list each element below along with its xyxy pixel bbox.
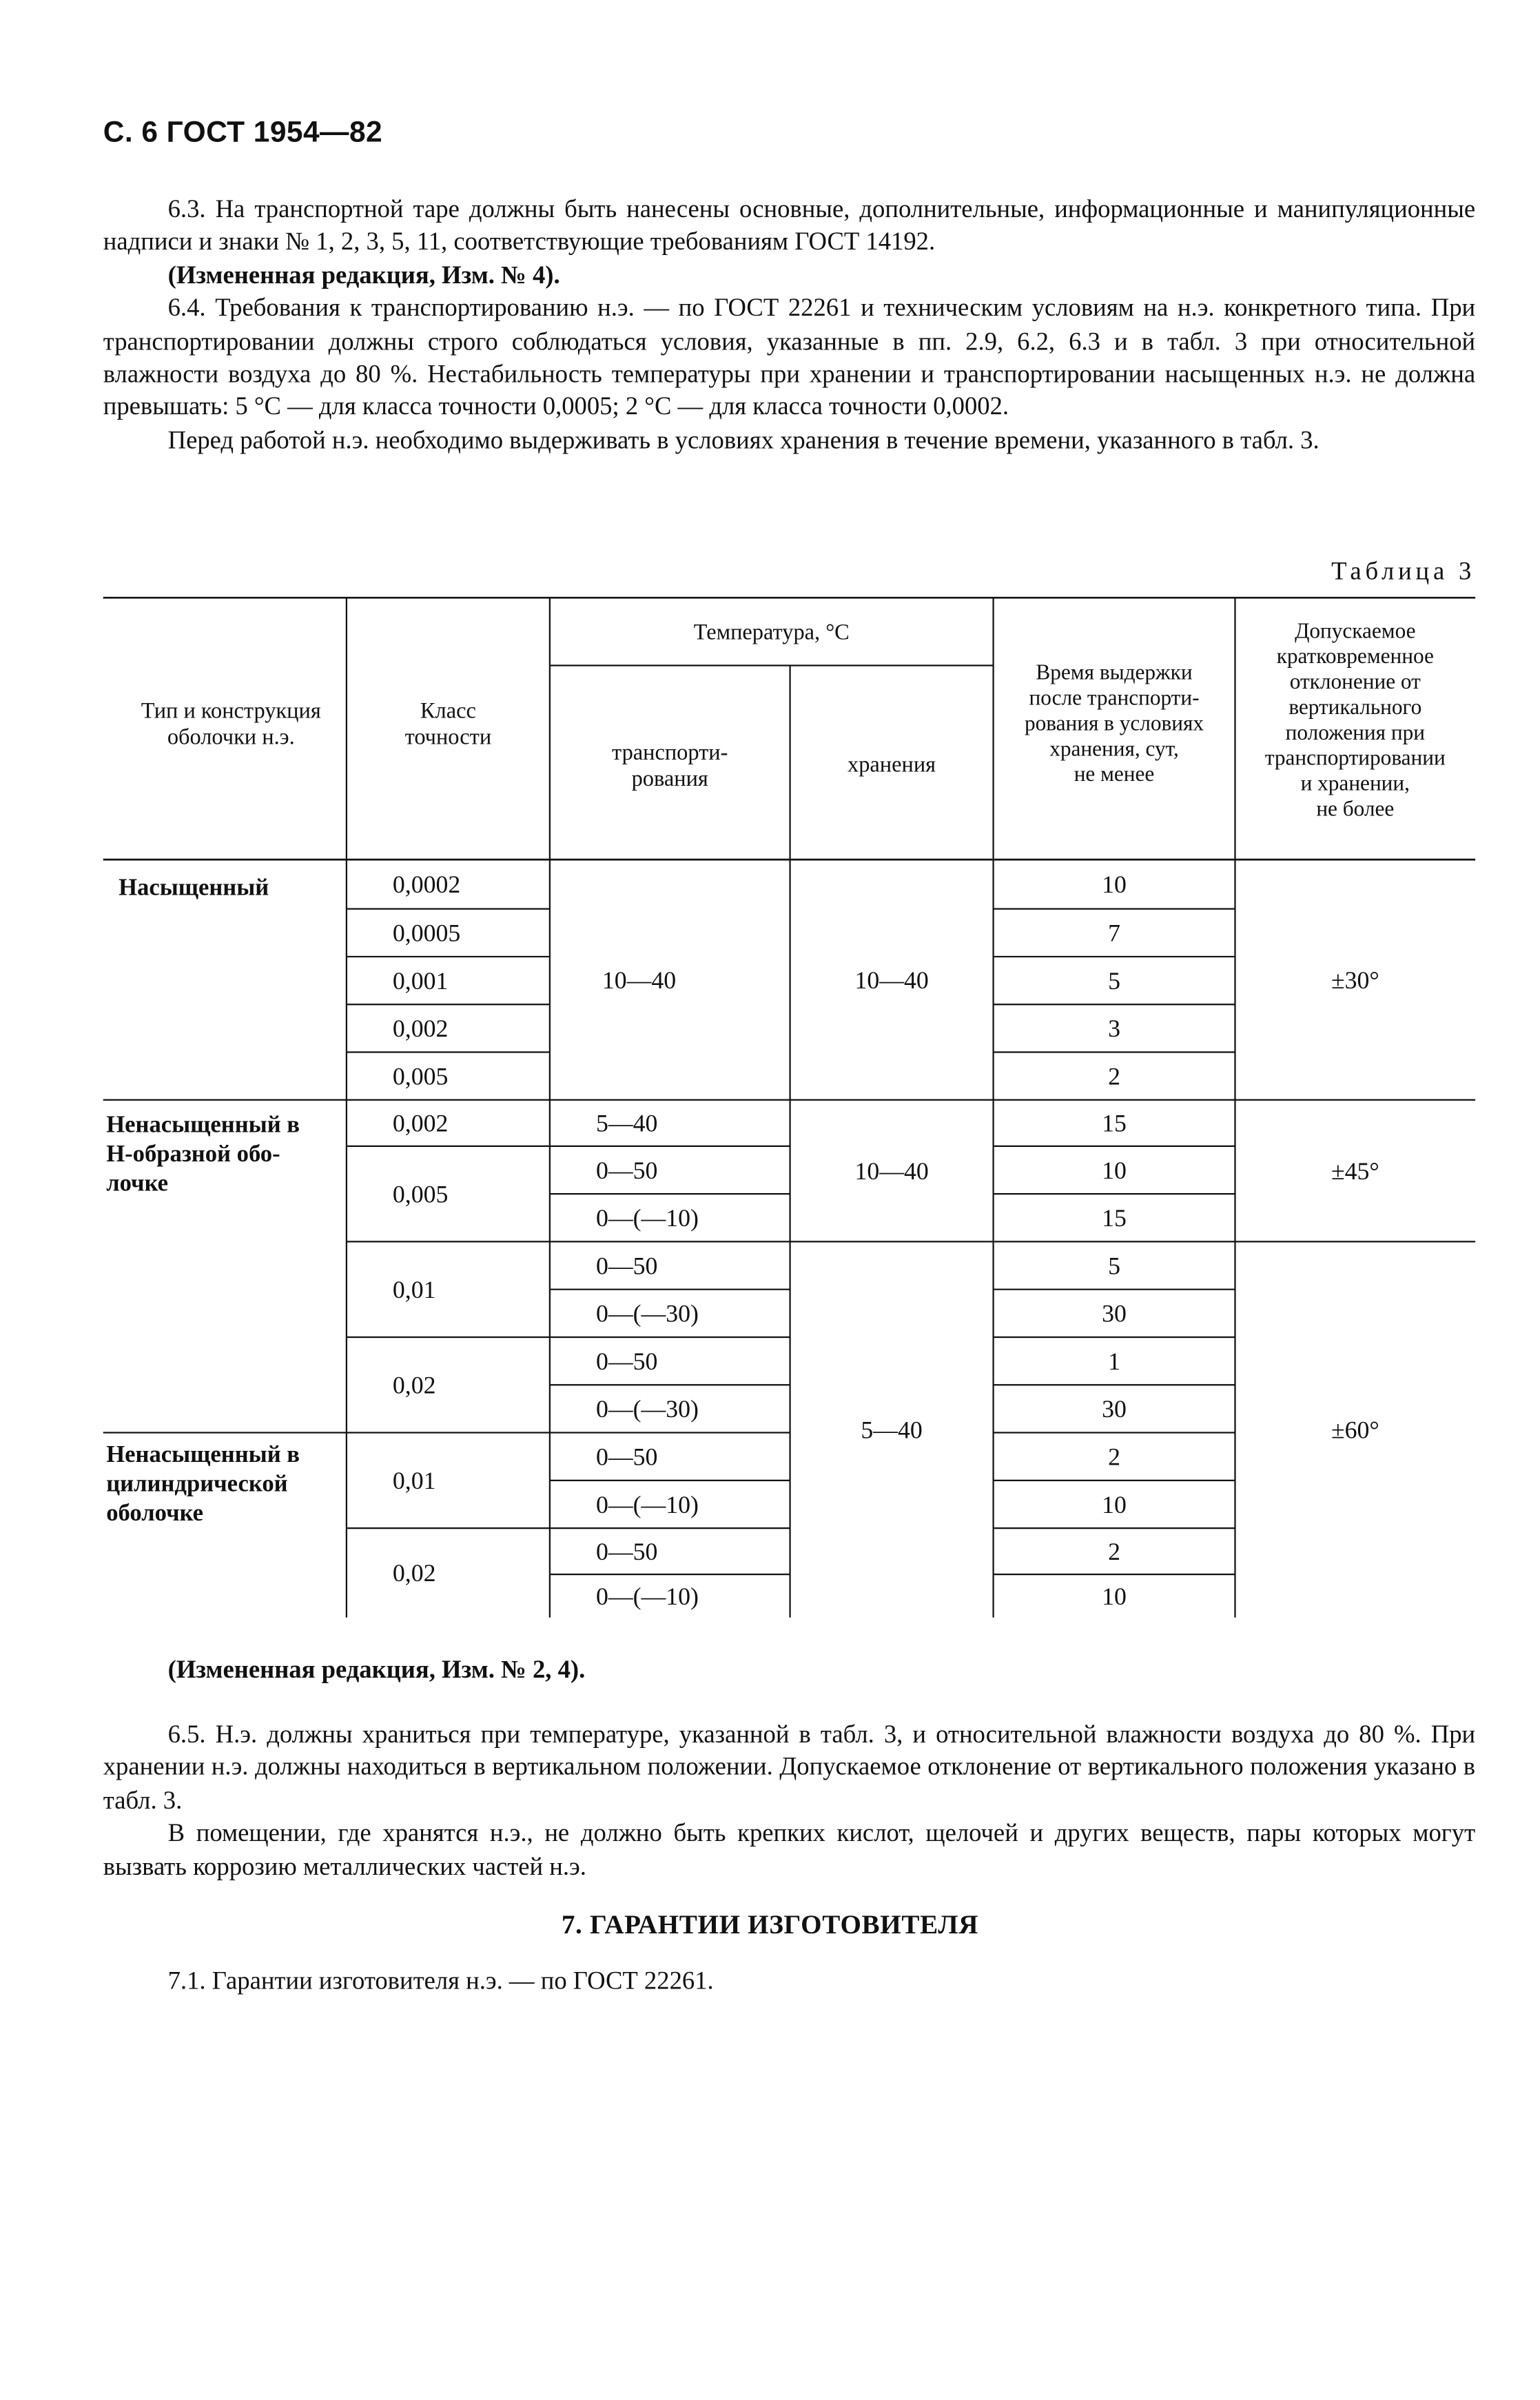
header-type: Тип и конструкция <box>141 698 321 724</box>
time-value: 1 <box>1108 1347 1120 1375</box>
paragraph-7-1: 7.1. Гарантии изготовителя н.э. — по ГОСТ 22261. <box>167 1965 714 1995</box>
section-6-5-text <box>103 1718 1475 1882</box>
paragraph-6-4: 6.4. Требования к транспортированию н.э. — по ГОСТ 22261 и техническим условиям на н.э. конкретного типа. При транспортировании должны строго соблюдаться условия, указанные в пп. 2.9, 6.2, 6.3 и в табл. 3 при относительной влажности воздуха до 80 %. Нестабильность температуры при хранении и транспортировании насыщенных н.э. не должна превышать: 5 °С — для класса точности 0,0005; 2 °С — для класса точности 0,0002. <box>103 293 1476 422</box>
header-temperature: Температура, °С <box>693 620 850 645</box>
transport-value: 0—50 <box>595 1156 658 1184</box>
class-value: 0,005 <box>392 1062 449 1090</box>
type-unsaturated-h: Н-образной обо- <box>106 1141 280 1168</box>
amendment-note-6-3: (Измененная редакция, Изм. № 4). <box>167 260 560 289</box>
time-value: 3 <box>1108 1015 1120 1043</box>
deviation-value: ±45° <box>1331 1157 1379 1185</box>
time-value: 10 <box>1102 1582 1127 1610</box>
class-value: 0,0002 <box>392 871 461 899</box>
header-class: точности <box>404 724 492 750</box>
transport-value: 0—(—10) <box>595 1204 699 1232</box>
header-transport: транспорти- <box>612 740 728 765</box>
transport-value: 0—(—30) <box>595 1299 699 1328</box>
header-time: Время выдержки <box>1036 660 1193 684</box>
header-class: Класс <box>420 698 476 724</box>
time-value: 5 <box>1108 966 1120 995</box>
paragraph-6-5-continued: В помещении, где хранятся н.э., не должно быть крепких кислот, щелочей и других веществ, пары которых могут вызвать коррозию металлических частей н.э. <box>103 1818 1476 1881</box>
transport-value: 0—(—10) <box>595 1582 699 1610</box>
type-unsaturated-cylindrical: Ненасыщенный в <box>106 1441 300 1468</box>
class-value: 0,02 <box>392 1371 436 1399</box>
time-value: 10 <box>1102 1490 1127 1518</box>
header-deviation: вертикального <box>1289 694 1422 719</box>
header-transport: рования <box>631 766 708 791</box>
type-saturated: Насыщенный <box>119 874 269 901</box>
time-value: 30 <box>1102 1395 1127 1423</box>
transport-value: 10—40 <box>602 966 677 994</box>
section-7-title: 7. ГАРАНТИИ ИЗГОТОВИТЕЛЯ <box>561 1909 979 1940</box>
header-deviation: и хранении, <box>1300 771 1410 795</box>
amendment-note-table: (Измененная редакция, Изм. № 2, 4). <box>167 1654 586 1684</box>
table-caption: Таблица 3 <box>1331 556 1476 586</box>
section-7-text <box>103 1964 1475 1997</box>
header-deviation: транспортировании <box>1264 745 1446 770</box>
type-unsaturated-cylindrical: оболочке <box>106 1499 204 1526</box>
time-value: 7 <box>1108 919 1120 947</box>
header-deviation: отклонение от <box>1289 669 1421 694</box>
time-value: 10 <box>1102 1156 1127 1184</box>
header-deviation: Допускаемое <box>1295 618 1416 643</box>
paragraph-6-4-continued: Перед работой н.э. необходимо выдерживать в условиях хранения в течение времени, указанного в табл. 3. <box>167 425 1320 454</box>
header-storage: хранения <box>848 752 936 777</box>
page-header: С. 6 ГОСТ 1954—82 <box>103 116 383 150</box>
transport-value: 0—(—10) <box>595 1490 699 1518</box>
transport-value: 0—50 <box>595 1537 658 1565</box>
class-value: 0,0005 <box>392 919 461 947</box>
header-type: оболочки н.э. <box>167 724 295 750</box>
header-deviation: не более <box>1316 796 1395 821</box>
type-unsaturated-cylindrical: цилиндрической <box>106 1470 288 1497</box>
time-value: 30 <box>1102 1299 1127 1328</box>
time-value: 2 <box>1108 1537 1120 1565</box>
type-unsaturated-h: лочке <box>106 1170 169 1197</box>
class-value: 0,002 <box>392 1109 449 1137</box>
transport-value: 5—40 <box>595 1109 658 1137</box>
storage-value: 10—40 <box>854 1157 929 1185</box>
time-value: 15 <box>1102 1109 1127 1137</box>
header-time: хранения, сут, <box>1049 736 1179 761</box>
header-time: не менее <box>1074 762 1155 786</box>
transport-value: 0—50 <box>595 1443 658 1471</box>
class-value: 0,02 <box>392 1559 436 1587</box>
deviation-value: ±60° <box>1331 1416 1379 1444</box>
deviation-value: ±30° <box>1331 966 1379 994</box>
transport-value: 0—(—30) <box>595 1395 699 1423</box>
class-value: 0,01 <box>392 1467 436 1495</box>
storage-value: 10—40 <box>854 966 929 994</box>
type-unsaturated-h: Ненасыщенный в <box>106 1111 300 1138</box>
class-value: 0,005 <box>392 1180 449 1208</box>
table-amendment-block <box>103 1653 1475 1686</box>
transport-value: 0—50 <box>595 1252 658 1280</box>
class-value: 0,001 <box>392 966 449 995</box>
header-time: после транспорти- <box>1029 685 1200 710</box>
time-value: 10 <box>1102 871 1127 899</box>
storage-value: 5—40 <box>861 1416 923 1444</box>
header-deviation: положения при <box>1285 720 1425 744</box>
time-value: 2 <box>1108 1062 1120 1090</box>
paragraph-6-5: 6.5. Н.э. должны храниться при температуре, указанной в табл. 3, и относительной влажности воздуха до 80 %. При хранении н.э. должны находиться в вертикальном положении. Допускаемое отклонение от вертикального положения указано в табл. 3. <box>103 1719 1476 1815</box>
time-value: 2 <box>1108 1443 1120 1471</box>
class-value: 0,01 <box>392 1275 436 1303</box>
header-time: рования в условиях <box>1024 711 1204 735</box>
header-deviation: кратковременное <box>1276 644 1434 669</box>
time-value: 5 <box>1108 1252 1120 1280</box>
class-value: 0,002 <box>392 1015 449 1043</box>
time-value: 15 <box>1102 1204 1127 1232</box>
transport-value: 0—50 <box>595 1347 658 1375</box>
paragraph-6-3: 6.3. На транспортной таре должны быть нанесены основные, дополнительные, информационные и манипуляционные надписи и знаки № 1, 2, 3, 5, 11, соответствующие требованиям ГОСТ 14192. <box>103 194 1476 256</box>
